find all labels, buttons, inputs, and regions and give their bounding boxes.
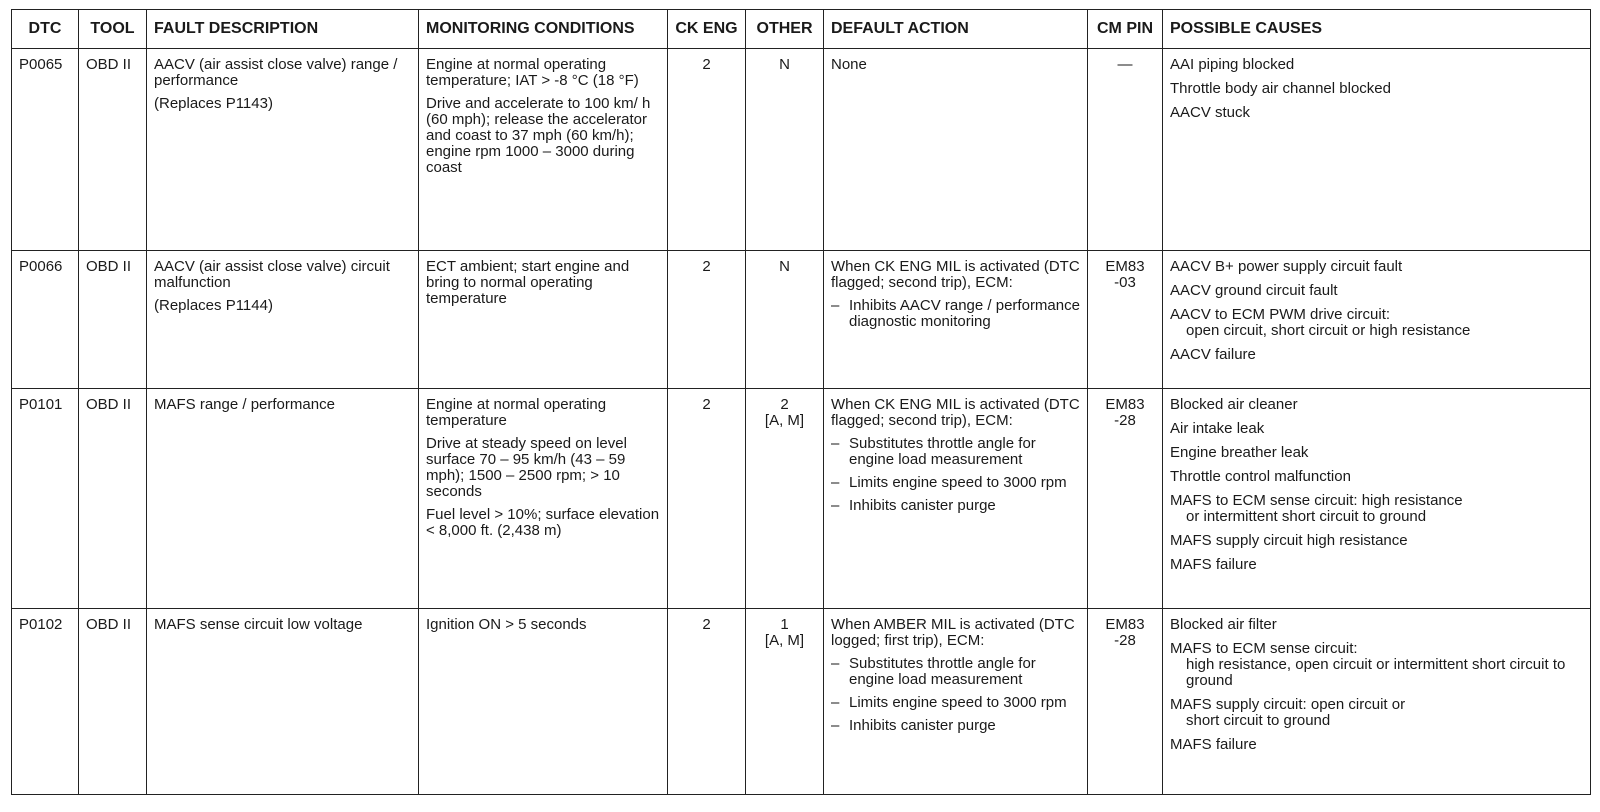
other-value (746, 389, 824, 609)
default-action (824, 49, 1088, 251)
dash-bullet: – (831, 435, 840, 452)
table-row (12, 389, 1591, 609)
table-row (12, 251, 1591, 389)
table-row (12, 49, 1591, 251)
cause-item: AACV ground circuit fault (1170, 282, 1338, 299)
other-value (746, 609, 824, 795)
monitoring-text: Drive and accelerate to 100 km/ h (60 mph); release the accelerator and coast to 37 mph (60 km/h); engine rpm 1000 – 3000 during coast (426, 95, 651, 176)
cause-item (1170, 697, 1583, 729)
cause-text: MAFS to ECM sense circuit: high resistance (1170, 492, 1463, 509)
other-modes: [A, M] (764, 632, 805, 649)
cm-pin (1088, 251, 1163, 389)
cause-item: MAFS failure (1170, 556, 1257, 573)
cause-text: MAFS supply circuit: open circuit or (1170, 696, 1406, 713)
bullet-text: Limits engine speed to 3000 rpm (849, 474, 1067, 491)
default-action (824, 251, 1088, 389)
dash-bullet: – (831, 474, 840, 491)
cause-text: AACV to ECM PWM drive circuit: (1170, 306, 1391, 323)
cause-detail: short circuit to ground (1186, 712, 1331, 729)
dash-bullet: – (831, 497, 840, 514)
header-default-action: DEFAULT ACTION (824, 10, 1088, 49)
ck-eng-value: 2 (668, 389, 746, 609)
dash-bullet: – (831, 717, 840, 734)
dtc-code: P0065 (12, 49, 79, 251)
cm-pin-connector: EM83 (1105, 616, 1145, 633)
fault-text: MAFS sense circuit low voltage (154, 616, 363, 633)
cm-pin-number: -28 (1114, 412, 1136, 429)
cause-text: MAFS to ECM sense circuit: (1170, 640, 1358, 657)
header-possible-causes: POSSIBLE CAUSES (1163, 10, 1591, 49)
fault-description (147, 389, 419, 609)
monitoring-text: Ignition ON > 5 seconds (426, 616, 587, 633)
dtc-code: P0101 (12, 389, 79, 609)
fault-text: MAFS range / performance (154, 396, 335, 413)
monitoring-text: Engine at normal operating temperature; IAT > -8 °C (18 °F) (426, 56, 639, 89)
replaces-note: (Replaces P1143) (154, 95, 273, 112)
cm-pin: — (1088, 49, 1163, 251)
default-action (824, 389, 1088, 609)
monitoring-text: Fuel level > 10%; surface elevation < 8,000 ft. (2,438 m) (426, 506, 660, 539)
monitoring-conditions (419, 389, 668, 609)
header-other: OTHER (746, 10, 824, 49)
table-row (12, 609, 1591, 795)
monitoring-text: Engine at normal operating temperature (426, 396, 607, 429)
header-dtc: DTC (12, 10, 79, 49)
header-monitoring-conditions: MONITORING CONDITIONS (419, 10, 668, 49)
tool: OBD II (79, 609, 147, 795)
cause-item: Throttle body air channel blocked (1170, 80, 1391, 97)
cause-item: AACV stuck (1170, 104, 1251, 121)
dash-bullet: – (831, 655, 840, 672)
default-action-bullet (831, 498, 1080, 514)
dtc-table (11, 9, 1591, 795)
bullet-text: Inhibits AACV range / performance diagnostic monitoring (849, 297, 1080, 330)
dtc-code: P0066 (12, 251, 79, 389)
bullet-text: Substitutes throttle angle for engine load measurement (849, 655, 1036, 688)
cause-item: AACV B+ power supply circuit fault (1170, 258, 1403, 275)
fault-description (147, 49, 419, 251)
cm-pin-number: -03 (1114, 274, 1136, 291)
fault-text: AACV (air assist close valve) range / performance (154, 56, 398, 89)
cause-item: MAFS supply circuit high resistance (1170, 532, 1408, 549)
ck-eng-value: 2 (668, 609, 746, 795)
monitoring-text: ECT ambient; start engine and bring to normal operating temperature (426, 258, 630, 307)
cause-item: MAFS failure (1170, 736, 1257, 753)
cm-pin (1088, 609, 1163, 795)
cause-detail: or intermittent short circuit to ground (1186, 508, 1427, 525)
cause-item: AAI piping blocked (1170, 56, 1295, 73)
default-action-bullet (831, 436, 1080, 468)
cm-pin-connector: EM83 (1105, 396, 1145, 413)
fault-description (147, 609, 419, 795)
other-value: N (746, 251, 824, 389)
default-action-bullet (831, 475, 1080, 491)
tool: OBD II (79, 389, 147, 609)
other-number: 1 (780, 616, 789, 633)
dtc-code: P0102 (12, 609, 79, 795)
possible-causes (1163, 609, 1591, 795)
dash-bullet: – (831, 694, 840, 711)
default-action-text: When CK ENG MIL is activated (DTC flagged; second trip), ECM: (831, 258, 1080, 291)
cause-item: Air intake leak (1170, 420, 1265, 437)
other-number: 2 (780, 396, 789, 413)
monitoring-conditions (419, 251, 668, 389)
ck-eng-value: 2 (668, 251, 746, 389)
default-action (824, 609, 1088, 795)
replaces-note: (Replaces P1144) (154, 297, 273, 314)
header-ck-eng: CK ENG (668, 10, 746, 49)
cause-detail: high resistance, open circuit or intermittent short circuit to ground (1186, 656, 1566, 689)
default-action-text: None (831, 56, 867, 73)
cause-item (1170, 307, 1583, 339)
bullet-text: Substitutes throttle angle for engine load measurement (849, 435, 1036, 468)
cause-item (1170, 493, 1583, 525)
ck-eng-value: 2 (668, 49, 746, 251)
bullet-text: Inhibits canister purge (849, 497, 996, 514)
fault-text: AACV (air assist close valve) circuit malfunction (154, 258, 390, 291)
monitoring-conditions (419, 609, 668, 795)
monitoring-conditions (419, 49, 668, 251)
tool: OBD II (79, 49, 147, 251)
header-row (12, 10, 1591, 49)
possible-causes (1163, 389, 1591, 609)
header-fault-description: FAULT DESCRIPTION (147, 10, 419, 49)
cause-item: Blocked air filter (1170, 616, 1277, 633)
header-tool: TOOL (79, 10, 147, 49)
cause-item: Blocked air cleaner (1170, 396, 1298, 413)
bullet-text: Inhibits canister purge (849, 717, 996, 734)
cause-item: Engine breather leak (1170, 444, 1309, 461)
dtc-table-page (11, 9, 1590, 795)
tool: OBD II (79, 251, 147, 389)
fault-description (147, 251, 419, 389)
cause-item: Throttle control malfunction (1170, 468, 1351, 485)
dash-bullet: – (831, 297, 840, 314)
default-action-bullet (831, 718, 1080, 734)
default-action-text: When AMBER MIL is activated (DTC logged; first trip), ECM: (831, 616, 1075, 649)
cause-detail: open circuit, short circuit or high resistance (1186, 322, 1471, 339)
possible-causes (1163, 251, 1591, 389)
cm-pin-number: -28 (1114, 632, 1136, 649)
possible-causes (1163, 49, 1591, 251)
cause-item (1170, 641, 1583, 689)
default-action-bullet (831, 298, 1080, 330)
other-modes: [A, M] (764, 412, 805, 429)
cm-pin (1088, 389, 1163, 609)
cause-item: AACV failure (1170, 346, 1256, 363)
default-action-text: When CK ENG MIL is activated (DTC flagged; second trip), ECM: (831, 396, 1080, 429)
bullet-text: Limits engine speed to 3000 rpm (849, 694, 1067, 711)
other-value: N (746, 49, 824, 251)
cm-pin-connector: EM83 (1105, 258, 1145, 275)
default-action-bullet (831, 695, 1080, 711)
monitoring-text: Drive at steady speed on level surface 70 – 95 km/h (43 – 59 mph); 1500 – 2500 rpm; > 10 seconds (426, 435, 627, 500)
default-action-bullet (831, 656, 1080, 688)
header-cm-pin: CM PIN (1088, 10, 1163, 49)
